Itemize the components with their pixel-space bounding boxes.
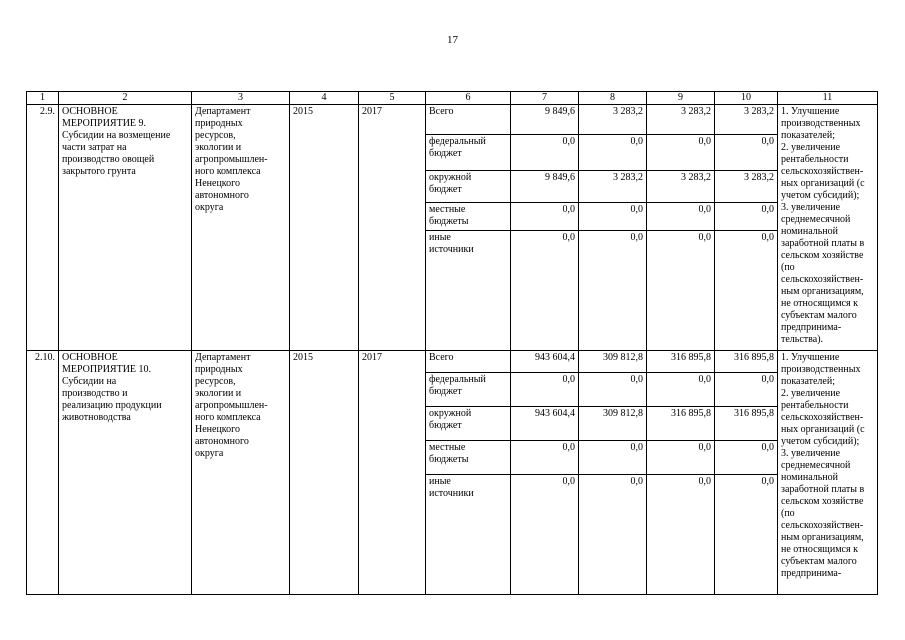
department-line: природных: [195, 118, 243, 129]
result-line: (по: [781, 262, 795, 273]
column-header: 2: [59, 92, 192, 105]
result-line: 1. Улучшение: [781, 106, 840, 117]
column-header: 10: [715, 92, 778, 105]
funding-source-line: окружной: [429, 408, 472, 419]
department-line: ного комплекса: [195, 166, 261, 177]
funding-source-line: местные: [429, 442, 466, 453]
result-line: субъектам малого: [781, 310, 857, 321]
amount-v10: 0,0: [715, 475, 778, 595]
result-line: рентабельности: [781, 154, 849, 165]
department-line: Департамент: [195, 106, 251, 117]
row-number: 2.9.: [27, 105, 59, 351]
responsible-department: [192, 105, 290, 351]
result-line: показателей;: [781, 376, 835, 387]
result-line: учетом субсидий);: [781, 190, 860, 201]
department-line: Ненецкого: [195, 178, 241, 189]
amount-v7: 0,0: [511, 135, 579, 171]
result-line: ных организаций (с: [781, 424, 865, 435]
funding-source: [426, 407, 511, 441]
result-line: 3. увеличение: [781, 202, 841, 213]
result-line: 2. увеличение: [781, 142, 841, 153]
funding-source-line: иные: [429, 476, 451, 487]
amount-v10: 316 895,8: [715, 407, 778, 441]
measure-title-line: части затрат на: [62, 142, 127, 153]
result-line: учетом субсидий);: [781, 436, 860, 447]
measure-title-line: МЕРОПРИЯТИЕ 9.: [62, 118, 147, 129]
measure-title-line: производство овощей: [62, 154, 155, 165]
measure-title-line: производство и: [62, 388, 128, 399]
measure-title-line: реализацию продукции: [62, 400, 162, 411]
amount-v10: 0,0: [715, 135, 778, 171]
page-number: 17: [447, 34, 458, 46]
amount-v8: 0,0: [579, 441, 647, 475]
department-line: агропромышлен-: [195, 400, 268, 411]
amount-v10: 3 283,2: [715, 171, 778, 203]
funding-source: [426, 373, 511, 407]
result-line: производственных: [781, 118, 861, 129]
department-line: округа: [195, 448, 224, 459]
column-header: 5: [359, 92, 426, 105]
program-table: [26, 91, 878, 595]
department-line: ного комплекса: [195, 412, 261, 423]
result-line: тельства).: [781, 334, 824, 345]
result-line: рентабельности: [781, 400, 849, 411]
result-line: заработной платы в: [781, 484, 865, 495]
funding-source-line: федеральный: [429, 374, 486, 385]
amount-v7: 0,0: [511, 475, 579, 595]
amount-v7: 943 604,4: [511, 351, 579, 373]
amount-v9: 3 283,2: [647, 171, 715, 203]
measure-title-line: ОСНОВНОЕ: [62, 106, 118, 117]
funding-source-line: бюджеты: [429, 216, 469, 227]
funding-source-line: бюджет: [429, 184, 462, 195]
amount-v8: 0,0: [579, 475, 647, 595]
amount-v8: 0,0: [579, 135, 647, 171]
amount-v8: 3 283,2: [579, 171, 647, 203]
measure-title-line: Субсидии на: [62, 376, 117, 387]
department-line: автономного: [195, 190, 249, 201]
table-row: [27, 105, 878, 135]
amount-v9: 0,0: [647, 373, 715, 407]
header-row: [27, 92, 878, 105]
result-line: субъектам малого: [781, 556, 857, 567]
funding-source-line: бюджет: [429, 386, 462, 397]
department-line: Департамент: [195, 352, 251, 363]
result-line: 2. увеличение: [781, 388, 841, 399]
year-start: 2015: [290, 351, 359, 595]
funding-source-line: бюджет: [429, 148, 462, 159]
amount-v7: 9 849,6: [511, 171, 579, 203]
result-line: производственных: [781, 364, 861, 375]
result-line: предпринима-: [781, 322, 842, 333]
responsible-department: [192, 351, 290, 595]
amount-v10: 0,0: [715, 203, 778, 231]
funding-source: [426, 203, 511, 231]
result-line: предпринима-: [781, 568, 842, 579]
department-line: округа: [195, 202, 224, 213]
result-line: номинальной: [781, 472, 838, 483]
department-line: природных: [195, 364, 243, 375]
measure-title-line: Субсидии на возмещение: [62, 130, 171, 141]
funding-source-line: источники: [429, 244, 474, 255]
column-header: 4: [290, 92, 359, 105]
funding-source-line: бюджеты: [429, 454, 469, 465]
amount-v7: 0,0: [511, 231, 579, 351]
amount-v8: 309 812,8: [579, 407, 647, 441]
measure-title-line: ОСНОВНОЕ: [62, 352, 118, 363]
funding-source: [426, 475, 511, 595]
department-line: экологии и: [195, 142, 242, 153]
department-line: экологии и: [195, 388, 242, 399]
amount-v8: 309 812,8: [579, 351, 647, 373]
funding-source-line: окружной: [429, 172, 472, 183]
result-line: ным организациям,: [781, 286, 864, 297]
measure-title-line: МЕРОПРИЯТИЕ 10.: [62, 364, 152, 375]
amount-v10: 3 283,2: [715, 105, 778, 135]
column-header: 7: [511, 92, 579, 105]
amount-v7: 9 849,6: [511, 105, 579, 135]
amount-v9: 3 283,2: [647, 105, 715, 135]
funding-source-line: Всего: [429, 106, 454, 117]
amount-v9: 0,0: [647, 203, 715, 231]
funding-source-line: иные: [429, 232, 451, 243]
column-header: 9: [647, 92, 715, 105]
result-line: (по: [781, 508, 795, 519]
funding-source-line: Всего: [429, 352, 454, 363]
measure-title: [59, 351, 192, 595]
expected-results: [778, 105, 878, 351]
result-line: ных организаций (с: [781, 178, 865, 189]
result-line: сельскохозяйствен-: [781, 166, 864, 177]
funding-source: [426, 231, 511, 351]
result-line: ным организациям,: [781, 532, 864, 543]
amount-v8: 3 283,2: [579, 105, 647, 135]
result-line: сельском хозяйстве: [781, 250, 864, 261]
department-line: ресурсов,: [195, 376, 236, 387]
amount-v8: 0,0: [579, 203, 647, 231]
result-line: сельскохозяйствен-: [781, 274, 864, 285]
column-header: 8: [579, 92, 647, 105]
row-number: 2.10.: [27, 351, 59, 595]
amount-v10: 0,0: [715, 231, 778, 351]
amount-v7: 0,0: [511, 441, 579, 475]
amount-v10: 0,0: [715, 441, 778, 475]
amount-v9: 0,0: [647, 231, 715, 351]
table-row: [27, 351, 878, 373]
year-end: 2017: [359, 105, 426, 351]
funding-source-line: местные: [429, 204, 466, 215]
result-line: сельском хозяйстве: [781, 496, 864, 507]
measure-title: [59, 105, 192, 351]
column-header: 11: [778, 92, 878, 105]
department-line: агропромышлен-: [195, 154, 268, 165]
department-line: автономного: [195, 436, 249, 447]
result-line: не относящимся к: [781, 544, 858, 555]
funding-source: [426, 171, 511, 203]
amount-v8: 0,0: [579, 231, 647, 351]
amount-v8: 0,0: [579, 373, 647, 407]
result-line: сельскохозяйствен-: [781, 412, 864, 423]
department-line: Ненецкого: [195, 424, 241, 435]
column-header: 1: [27, 92, 59, 105]
measure-title-line: закрытого грунта: [62, 166, 136, 177]
result-line: номинальной: [781, 226, 838, 237]
amount-v9: 0,0: [647, 135, 715, 171]
funding-source: [426, 135, 511, 171]
funding-source: [426, 351, 511, 373]
column-header: 3: [192, 92, 290, 105]
result-line: не относящимся к: [781, 298, 858, 309]
result-line: показателей;: [781, 130, 835, 141]
amount-v7: 943 604,4: [511, 407, 579, 441]
amount-v9: 0,0: [647, 475, 715, 595]
result-line: среднемесячной: [781, 460, 851, 471]
measure-title-line: животноводства: [62, 412, 131, 423]
year-end: 2017: [359, 351, 426, 595]
expected-results: [778, 351, 878, 595]
funding-source-line: бюджет: [429, 420, 462, 431]
department-line: ресурсов,: [195, 130, 236, 141]
amount-v9: 0,0: [647, 441, 715, 475]
amount-v9: 316 895,8: [647, 351, 715, 373]
amount-v10: 316 895,8: [715, 351, 778, 373]
result-line: заработной платы в: [781, 238, 865, 249]
funding-source-line: федеральный: [429, 136, 486, 147]
column-header: 6: [426, 92, 511, 105]
result-line: среднемесячной: [781, 214, 851, 225]
result-line: 1. Улучшение: [781, 352, 840, 363]
funding-source: [426, 441, 511, 475]
amount-v7: 0,0: [511, 373, 579, 407]
amount-v10: 0,0: [715, 373, 778, 407]
year-start: 2015: [290, 105, 359, 351]
funding-source-line: источники: [429, 488, 474, 499]
result-line: 3. увеличение: [781, 448, 841, 459]
result-line: сельскохозяйствен-: [781, 520, 864, 531]
funding-source: [426, 105, 511, 135]
amount-v9: 316 895,8: [647, 407, 715, 441]
amount-v7: 0,0: [511, 203, 579, 231]
